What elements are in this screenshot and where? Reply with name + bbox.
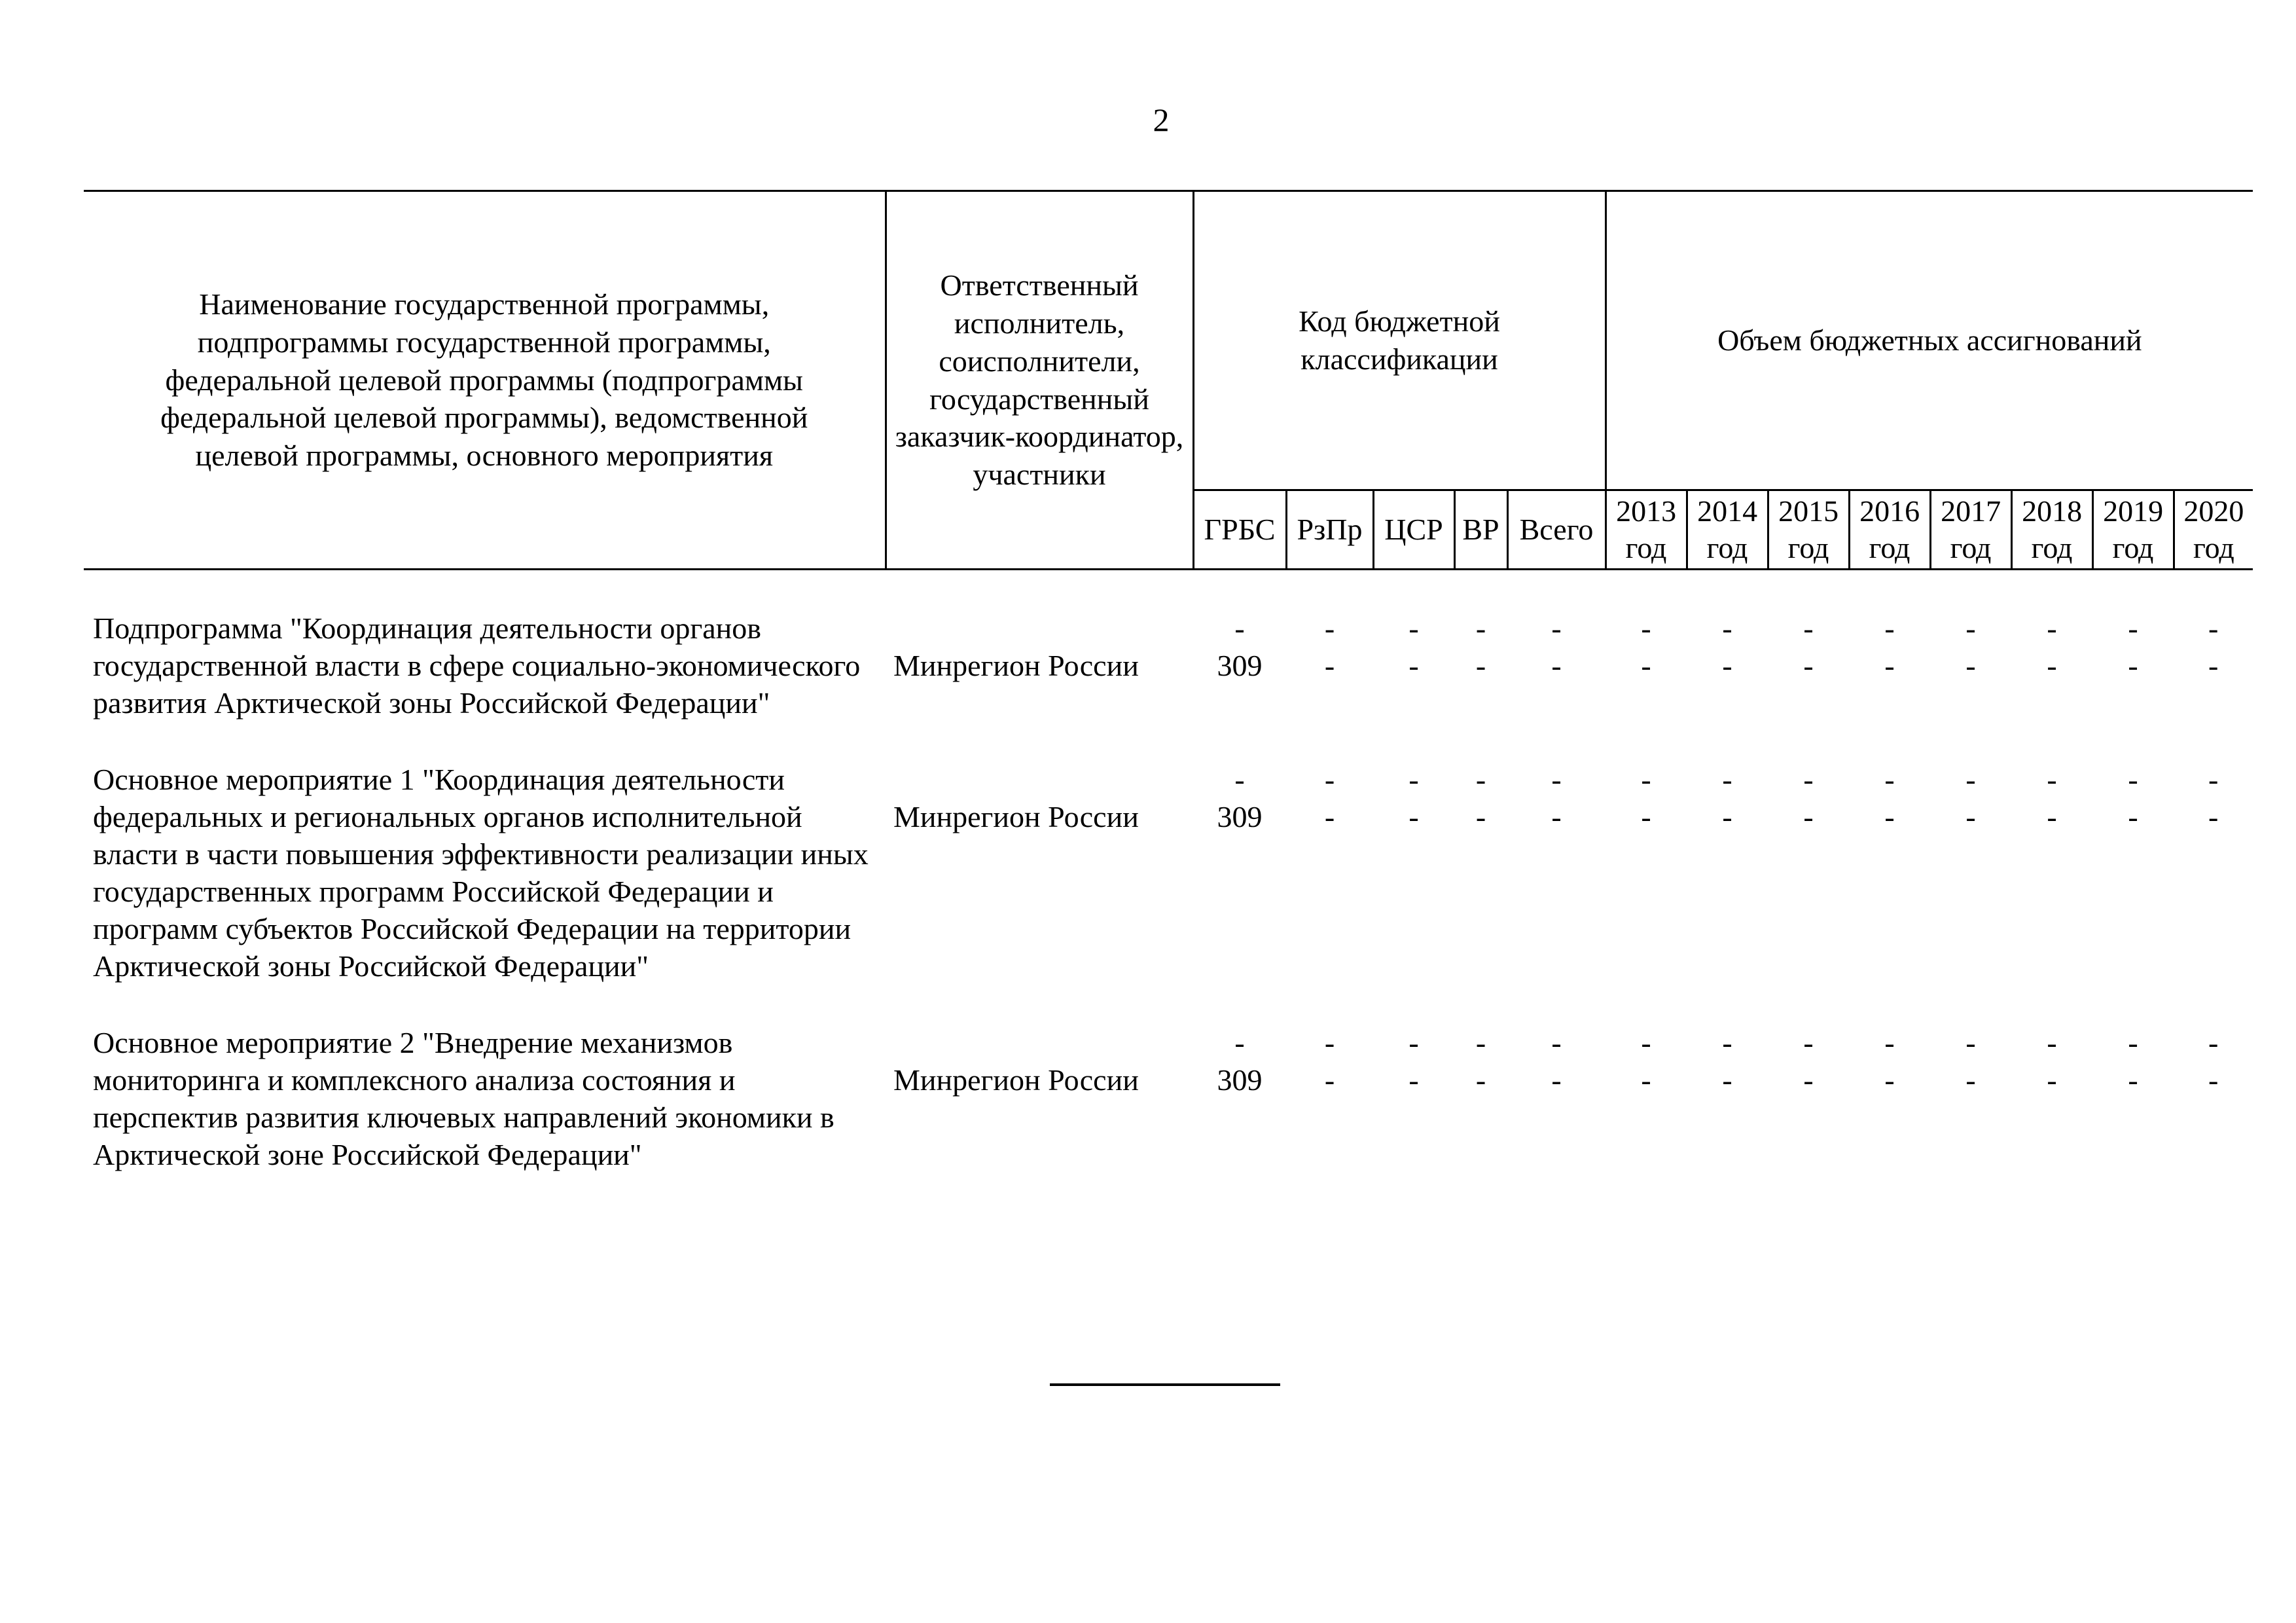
cell-2019: - - bbox=[2128, 763, 2138, 833]
header-year-2013: 2013 год bbox=[1605, 490, 1687, 570]
cell-total: - - bbox=[1551, 611, 1562, 682]
header-year-2016: 2016 год bbox=[1849, 490, 1930, 570]
row-name: Основное мероприятие 1 "Координация деятельности федеральных и региональных органов исполнительной власти в части повышения эффективности реализации иных государственных программ Российской Федерации и программ субъектов Российской Федерации на территории Арктической зоны Российской Федерации" bbox=[93, 763, 869, 983]
header-code-grbs: ГРБС bbox=[1193, 490, 1286, 570]
cell-vr: - - bbox=[1475, 611, 1486, 682]
cell-2013: - - bbox=[1641, 611, 1651, 682]
cell-total: - - bbox=[1551, 763, 1562, 833]
header-code-rzpr: РзПр bbox=[1286, 490, 1373, 570]
cell-2019: - - bbox=[2128, 1026, 2138, 1097]
header-year-2014: 2014 год bbox=[1687, 490, 1768, 570]
cell-2014: - - bbox=[1722, 611, 1732, 682]
cell-2018: - - bbox=[2047, 1026, 2057, 1097]
header-year-2020: 2020 год bbox=[2174, 490, 2253, 570]
header-responsible-column: Ответственный исполнитель, соисполнители, государственный заказчик-координатор, участники bbox=[886, 191, 1193, 570]
row-name: Основное мероприятие 2 "Внедрение механизмов мониторинга и комплексного анализа состояния и перспектив развития ключевых направлений экономики в Арктической зоне Российской Федерации" bbox=[93, 1026, 834, 1171]
header-code-vr: ВР bbox=[1454, 490, 1507, 570]
cell-2015: - - bbox=[1803, 763, 1814, 833]
table-row bbox=[84, 761, 2253, 985]
cell-2019: - - bbox=[2128, 611, 2138, 682]
end-of-page-rule bbox=[1050, 1383, 1280, 1386]
cell-2016: - - bbox=[1884, 611, 1895, 682]
cell-2013: - - bbox=[1641, 763, 1651, 833]
cell-2015: - - bbox=[1803, 1026, 1814, 1097]
cell-rzpr: - - bbox=[1324, 763, 1335, 833]
cell-2020: - - bbox=[2208, 611, 2219, 682]
cell-grbs: - 309 bbox=[1217, 611, 1263, 682]
cell-vr: - - bbox=[1475, 763, 1486, 833]
cell-csr: - - bbox=[1408, 611, 1419, 682]
header-year-2018: 2018 год bbox=[2011, 490, 2092, 570]
cell-grbs: - 309 bbox=[1217, 763, 1263, 833]
cell-2014: - - bbox=[1722, 763, 1732, 833]
cell-2016: - - bbox=[1884, 1026, 1895, 1097]
cell-2020: - - bbox=[2208, 763, 2219, 833]
cell-rzpr: - - bbox=[1324, 1026, 1335, 1097]
cell-vr: - - bbox=[1475, 1026, 1486, 1097]
cell-rzpr: - - bbox=[1324, 611, 1335, 682]
cell-2017: - - bbox=[1965, 763, 1976, 833]
cell-2018: - - bbox=[2047, 763, 2057, 833]
header-name-column: Наименование государственной программы, подпрограммы государственной программы, федеральной целевой программы (подпрограммы федеральной целевой программы), ведомственной целевой программы, основного мероприятия bbox=[84, 191, 886, 570]
cell-2013: - - bbox=[1641, 1026, 1651, 1097]
cell-total: - - bbox=[1551, 1026, 1562, 1097]
header-budget-volume-group: Объем бюджетных ассигнований bbox=[1605, 191, 2253, 490]
header-year-2015: 2015 год bbox=[1768, 490, 1849, 570]
page-number: 2 bbox=[1153, 101, 1170, 138]
cell-2018: - - bbox=[2047, 611, 2057, 682]
cell-2016: - - bbox=[1884, 763, 1895, 833]
row-responsible: Минрегион России bbox=[893, 800, 1139, 833]
cell-2017: - - bbox=[1965, 1026, 1976, 1097]
header-code-total: Всего bbox=[1507, 490, 1605, 570]
budget-table bbox=[84, 190, 2253, 1173]
header-year-2019: 2019 год bbox=[2092, 490, 2174, 570]
cell-grbs: - 309 bbox=[1217, 1026, 1263, 1097]
header-code-csr: ЦСР bbox=[1373, 490, 1454, 570]
table-row bbox=[84, 1024, 2253, 1173]
row-responsible: Минрегион России bbox=[893, 649, 1139, 682]
row-responsible: Минрегион России bbox=[893, 1063, 1139, 1097]
cell-2014: - - bbox=[1722, 1026, 1732, 1097]
cell-2015: - - bbox=[1803, 611, 1814, 682]
cell-2017: - - bbox=[1965, 611, 1976, 682]
header-budget-code-group: Код бюджетной классификации bbox=[1193, 191, 1605, 490]
cell-csr: - - bbox=[1408, 763, 1419, 833]
cell-2020: - - bbox=[2208, 1026, 2219, 1097]
cell-csr: - - bbox=[1408, 1026, 1419, 1097]
row-name: Подпрограмма "Координация деятельности органов государственной власти в сфере социально-экономического развития Арктической зоны Российской Федерации" bbox=[93, 611, 861, 720]
header-year-2017: 2017 год bbox=[1930, 490, 2011, 570]
table-row bbox=[84, 610, 2253, 721]
